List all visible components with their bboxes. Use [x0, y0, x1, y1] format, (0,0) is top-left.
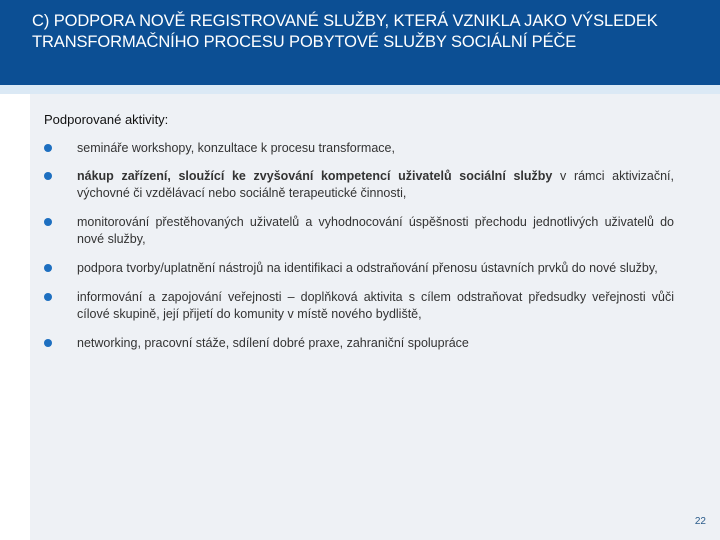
bullet-dot-icon [44, 218, 52, 226]
page-number: 22 [694, 516, 706, 527]
bullet-item [44, 260, 674, 277]
bullet-text: networking, pracovní stáže, sdílení dobré praxe, zahraniční spolupráce [77, 336, 469, 350]
bullet-bold-text: nákup zařízení, sloužící ke zvyšování kompetencí uživatelů sociální služby [77, 169, 553, 183]
accent-bar [0, 85, 720, 94]
bullet-text: v rámci aktivizační, výchovné či vzdělávací nebo sociálně terapeutické činnosti, [77, 169, 674, 200]
bullet-dot-icon [44, 339, 52, 347]
bullet-item [44, 289, 674, 323]
bullet-text: monitorování přestěhovaných uživatelů a vyhodnocování úspěšnosti přechodu jednotlivých uživatelů do nové služby, [77, 215, 674, 246]
bullet-dot-icon [44, 144, 52, 152]
bullet-item [44, 168, 674, 202]
bullet-dot-icon [44, 172, 52, 180]
bullet-item [44, 214, 674, 248]
slide-title: C) PODPORA NOVĚ REGISTROVANÉ SLUŽBY, KTERÁ VZNIKLA JAKO VÝSLEDEK TRANSFORMAČNÍHO PROCESU POBYTOVÉ SLUŽBY SOCIÁLNÍ PÉČE [32, 12, 658, 51]
bullet-text: semináře workshopy, konzultace k procesu transformace, [77, 141, 395, 155]
header-bar [0, 0, 720, 85]
bullet-dot-icon [44, 264, 52, 272]
bullet-list [44, 140, 674, 364]
bullet-item [44, 140, 674, 157]
bullet-text: podpora tvorby/uplatnění nástrojů na identifikaci a odstraňování přenosu ústavních prvků do nové služby, [77, 261, 658, 275]
bullet-item [44, 335, 674, 352]
intro-label: Podporované aktivity: [44, 112, 169, 127]
bullet-text: informování a zapojování veřejnosti – doplňková aktivita s cílem odstraňovat předsudky veřejnosti vůči cílové skupině, její přijetí do komunity v místě nového bydliště, [77, 290, 674, 321]
bullet-dot-icon [44, 293, 52, 301]
